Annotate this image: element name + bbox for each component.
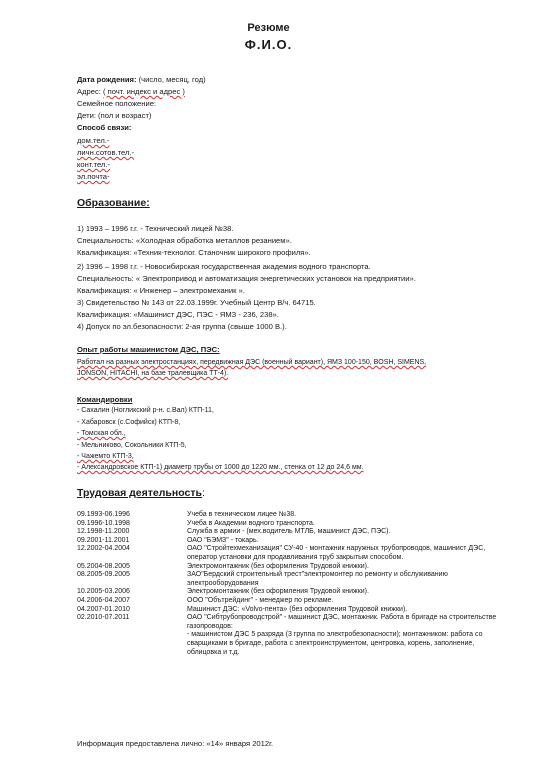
email-line: эл.почта- [77,172,110,181]
work-text: ЗАО"Бердский строительный трест"электромонтер по ремонту и обслуживанию электрооборудования [187,571,448,587]
work-row [77,520,507,529]
work-row [77,528,507,537]
work-date: 05.2004-08.2005 [77,562,130,570]
education-line: Квалификация: «Техник-технолог. Станочник широкого профиля». [77,248,311,257]
work-date: 10.2005-03.2006 [77,588,130,596]
work-date: 09.1993-06.1996 [77,511,130,518]
work-row [77,588,507,597]
family-line: Семейное положение: [77,99,157,108]
trip-item: - Мельниково, Сокольники КТП-5, [77,442,187,449]
children-line: Дети: (пол и возраст) [77,111,152,120]
work-date: 12.2002-04.2004 [77,545,130,553]
work-text: ОАО "Сибтрубопроводстрой" - машинист ДЭС, монтажник. Работа в бригаде на строительстве газопроводов: [187,614,497,630]
mobile-phone: личн.сотов.тел.- [77,148,135,157]
work-row [77,606,507,615]
education-heading: Образование: [77,197,150,209]
work-row [77,597,507,606]
work-text: Машинист ДЭС: «Volvo-пента» (без оформления Трудовой книжки). [187,605,408,613]
trips-heading: Командировки [77,395,133,404]
trip-item: - Чажемто КТП-3, [77,453,134,460]
education-line: 3) Свидетельство № 143 от 22.03.1999г. Учебный Центр В/ч. 64715. [77,298,316,307]
education-line: Квалификация: « Инженер – электромеханик ». [77,286,245,295]
work-text: ОАО "Стройтехмеханизация" СУ-40 - монтажник наружных трубопроводов, машинист ДЭС, оператор установки для продавливания труб закрытым способом. [187,545,486,561]
work-date: 09.2001-11.2001 [77,536,130,544]
work-text: Учеба в техническом лицее №38. [187,511,297,518]
trip-item: - Сахалин (Ногликский р-н. с.Вал) КТП-11, [77,407,214,414]
trip-item: - Александровское КТП-1) диаметр трубы от 1000 до 1220 мм., стенка от 12 до 24,6 мм. [77,464,364,471]
work-text: Учеба в Академии водного транспорта. [187,519,315,527]
work-text: ОАО "БЭМЗ" - токарь. [187,536,259,544]
address-value: ( почт. индекс и адрес ) [102,87,185,96]
work-row [77,571,507,588]
contact-phone: конт.тел.- [77,160,111,169]
work-date: 04.2006-04.2007 [77,596,130,604]
work-table [77,511,507,657]
education-line: Квалификация: «Машинист ДЭС, ПЭС - ЯМЗ - 236, 238». [77,310,279,319]
work-date: 08.2005-09.2005 [77,571,130,579]
work-heading-line [77,487,205,499]
address-label: Адрес: [77,87,103,96]
work-date: 04.2007-01.2010 [77,605,130,613]
education-line: 4) Допуск по эл.безопасности: 2-ая группа (свыше 1000 В.). [77,322,287,331]
trip-item: - Томская обл., [77,430,126,437]
education-line: 1) 1993 – 1996 г.г. - Технический лицей №38. [77,224,234,233]
work-row [77,563,507,572]
birth-line [77,75,206,85]
trip-item: - Хабаровск (с.Софийск) КТП-8, [77,419,181,426]
experience-line: Работал на разных электростанциях, передвижная ДЭС (военный вариант), ЯМЗ 100-150, BOSH, SIMENS, [77,359,427,366]
work-row [77,511,507,520]
work-text: ООО "Обътрейдинг" - менеджер по рекламе. [187,596,334,604]
work-row [77,545,507,562]
work-text: Электромонтажник (без оформления Трудовой книжки). [187,562,369,570]
work-text: Служба в армии - (мех.водитель МТЛБ, машинист ДЭС, ПЭС). [187,528,391,536]
work-heading-colon: : [201,487,205,499]
person-name: Ф.И.О. [244,37,293,52]
work-row [77,631,507,657]
address-line [77,87,185,97]
contacts-label: Способ связи: [77,123,132,132]
home-phone: дом.тел.- [77,136,110,145]
work-date: 12.1998-11.2000 [77,528,130,536]
education-line: Специальность: «Холодная обработка металлов резанием». [77,236,292,245]
birth-label: Дата рождения: [77,75,137,84]
work-date [77,631,187,657]
work-heading: Трудовая деятельность [77,487,202,499]
work-text: - машинистом ДЭС 5 разряда (3 группа по электробезопасности); монтажником: работа со сварщиками в бригаде, работа с электроинструментом, центровка, корень, заполнение, облицовка и т.д. [187,631,483,656]
experience-heading: Опыт работы машинистом ДЭС, ПЭС: [77,345,220,354]
work-date: 09.1996-10.1998 [77,519,130,527]
experience-line: JONSON, HITACHI, на базе тралевщика ТТ-4). [77,370,229,377]
education-line: Специальность: « Электропривод и автоматизация энергетических установок на предприятии». [77,274,416,283]
work-row [77,614,507,631]
birth-value: (число, месяц, год) [136,75,206,84]
work-date: 02.2010-07.2011 [77,614,130,622]
document-title: Резюме [247,22,290,34]
education-line: 2) 1996 – 1998 г.г. - Новосибирская государственная академия водного транспорта. [77,262,371,271]
footer-note: Информация предоставлена лично: «14» января 2012г. [77,739,274,748]
work-text: Электромонтажник (без оформления Трудовой книжки). [187,588,369,596]
